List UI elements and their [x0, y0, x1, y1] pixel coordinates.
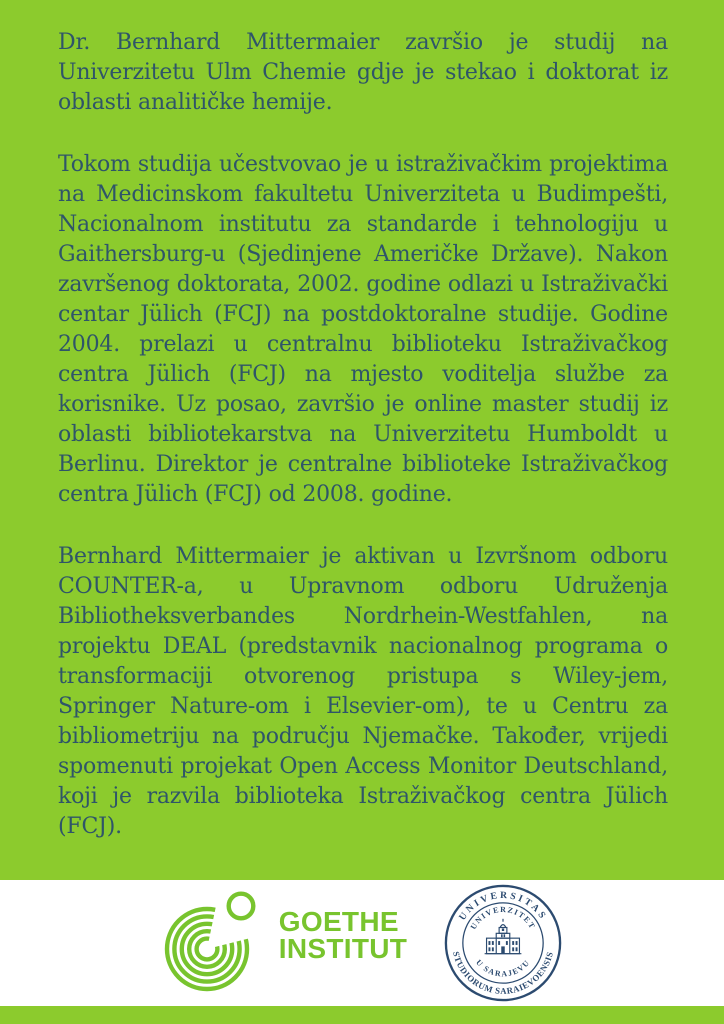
seal-inner-bottom-text: U SARAJEVU [474, 957, 533, 979]
goethe-wordmark-line2: INSTITUT [278, 933, 408, 964]
goethe-wordmark-line1: GOETHE [278, 906, 399, 937]
bio-paragraph-2: Tokom studija učestvovao je u istraživačkim projektima na Medicinskom fakultetu Univerziteta u Budimpešti, Nacionalnom institutu za standarde i tehnologiju u Gaithersburg-u (Sjedinjene Američke Države). Nakon završenog doktorata, 2002. godine odlazi u Istraživački centar Jülich (FCJ) na postdoktoralne studije. Godine 2004. prelazi u centralnu biblioteku Istraživačkog centra Jülich (FCJ) na mjesto voditelja službe za korisnike. Uz posao, završio je online master studij iz oblasti bibliotekarstva na Univerzitetu Humboldt u Berlinu. Direktor je centralne biblioteke Istraživačkog centra Jülich (FCJ) od 2008. godine. [58, 152, 668, 507]
goethe-logo-ring [228, 894, 253, 919]
bio-paragraph-3: Bernhard Mittermaier je aktivan u Izvršnom odboru COUNTER-a, u Upravnom odboru Udruženja Bibliotheksverbandes Nordrhein-Westfahlen, na projektu DEAL (predstavnik nacionalnog programa o transformaciji otvorenog pristupa s Wiley-jem, Springer Nature-om i Elsevier-om), te u Centru za bibliometriju na području Njemačke. Također, vrijedi spomenuti projekat Open Access Monitor Deutschland, koji je razvila biblioteka Istraživačkog centra Jülich (FCJ). [58, 544, 668, 839]
bottom-green-bar [0, 1006, 724, 1024]
goethe-wordmark [279, 908, 407, 962]
seal-inner-top-text: UNIVERZITET [468, 904, 538, 931]
seal-outer-bottom-text: STUDIORUM SARAIEVOENSIS [451, 950, 556, 996]
bio-paragraph-1: Dr. Bernhard Mittermaier završio je studij na Univerzitetu Ulm Chemie gdje je stekao i doktorat iz oblasti analitičke hemije. [58, 30, 668, 115]
goethe-institut-logo [161, 891, 407, 995]
university-sarajevo-seal-icon [443, 883, 563, 1003]
goethe-logo-icon [161, 891, 265, 995]
seal-outer-top-text: UNIVERSITAS [457, 889, 550, 923]
footer-logo-band [0, 880, 724, 1006]
